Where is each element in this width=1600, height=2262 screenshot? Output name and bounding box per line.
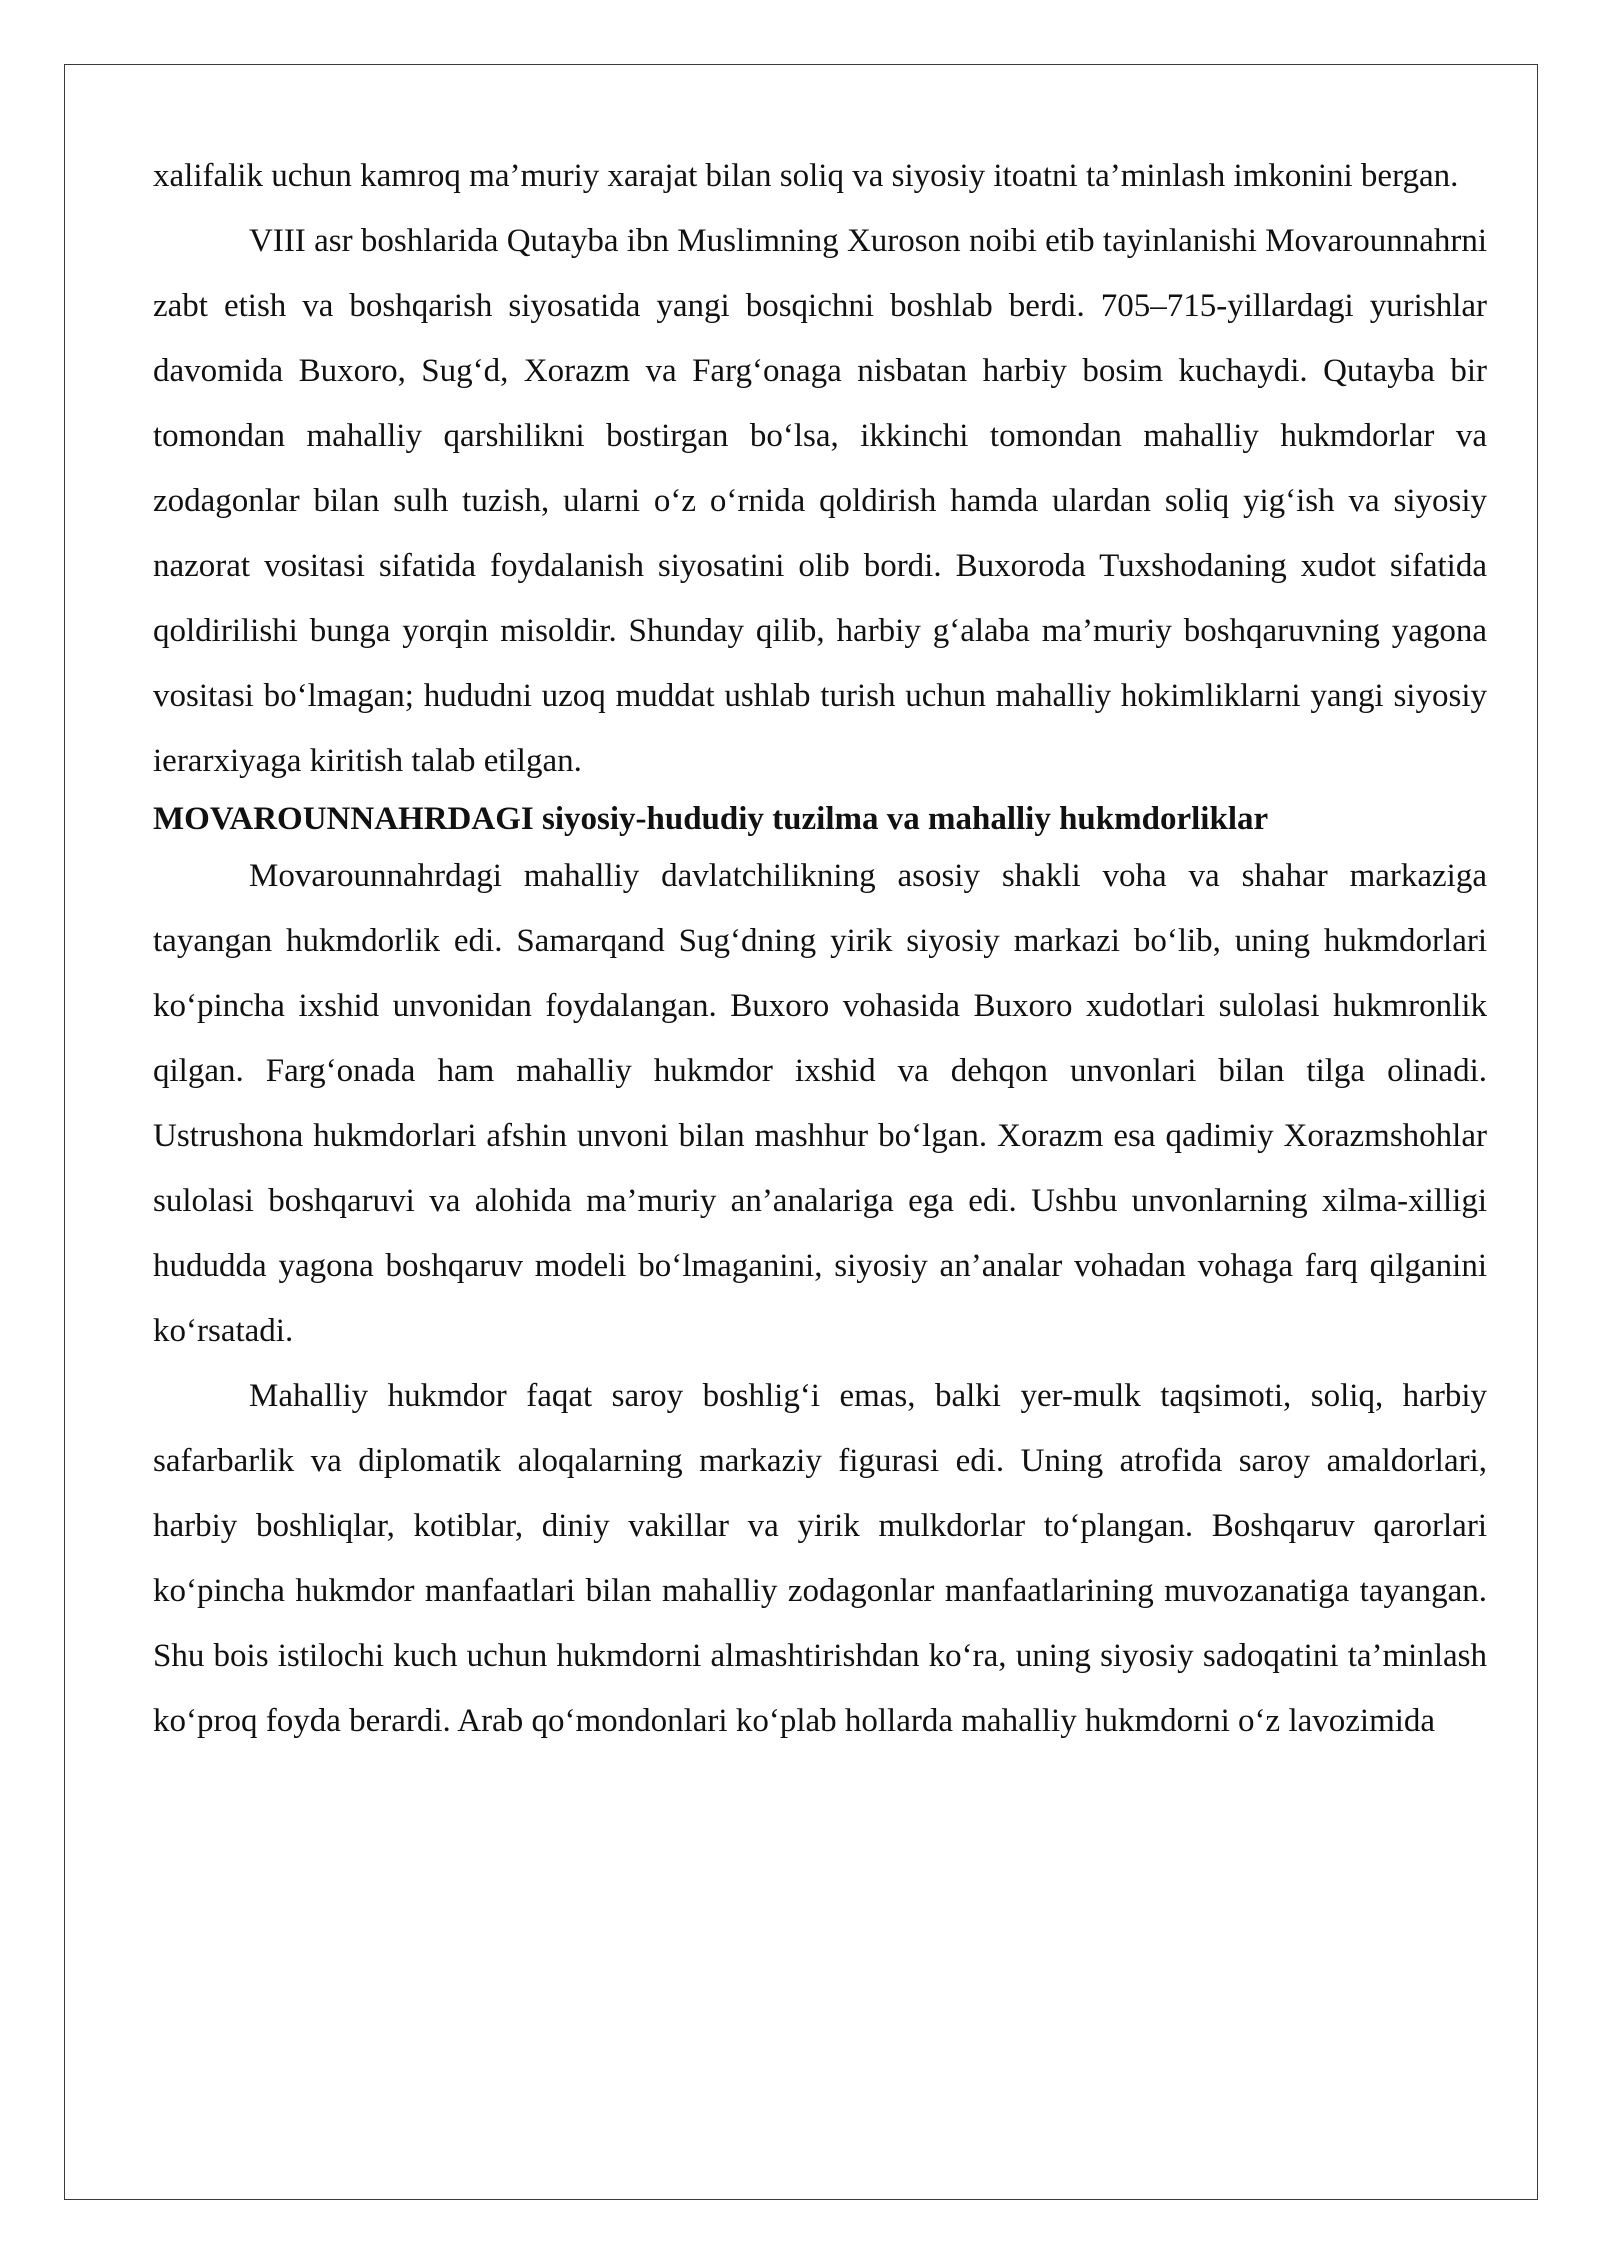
paragraph-local-rulers: Movarounnahrdagi mahalliy davlatchilikning asosiy shakli voha va shahar markaziga tayangan hukmdorlik edi. Samarqand Sug‘dning yirik siyosiy markazi bo‘lib, uning hukmdorlari ko‘pincha ixshid unvonidan foydalangan. Buxoro vohasida Buxoro xudotlari sulolasi hukmronlik qilgan. Farg‘onada ham mahalliy hukmdor ixshid va dehqon unvonlari bilan tilga olinadi. Ustrushona hukmdorlari afshin unvoni bilan mashhur bo‘lgan. Xorazm esa qadimiy Xorazmshohlar sulolasi boshqaruvi va alohida ma’muriy an’analariga ega edi. Ushbu unvonlarning xilma-xilligi hududda yagona boshqaruv modeli bo‘lmaganini, siyosiy an’analar vohadan vohaga farq qilganini ko‘rsatadi.: [153, 858, 1487, 1349]
paragraph-continuation: xalifalik uchun kamroq ma’muriy xarajat bilan soliq va siyosiy itoatni ta’minlash imkonini bergan.: [153, 158, 1459, 194]
paragraph-ruler-role: Mahalliy hukmdor faqat saroy boshlig‘i emas, balki yer-mulk taqsimoti, soliq, harbiy safarbarlik va diplomatik aloqalarning markaziy figurasi edi. Uning atrofida saroy amaldorlari, harbiy boshliqlar, kotiblar, diniy vakillar va yirik mulkdorlar to‘plangan. Boshqaruv qarorlari ko‘pincha hukmdor manfaatlari bilan mahalliy zodagonlar manfaatlarining muvozanatiga tayangan. Shu bois istilochi kuch uchun hukmdorni almashtirishdan ko‘ra, uning siyosiy sadoqatini ta’minlash ko‘proq foyda berardi. Arab qo‘mondonlari ko‘plab hollarda mahalliy hukmdorni o‘z lavozimida: [153, 1378, 1487, 1739]
paragraph-qutayba: VIII asr boshlarida Qutayba ibn Muslimning Xuroson noibi etib tayinlanishi Movarounnahrni zabt etish va boshqarish siyosatida yangi bosqichni boshlab berdi. 705–715-yillardagi yurishlar davomida Buxoro, Sug‘d, Xorazm va Farg‘onaga nisbatan harbiy bosim kuchaydi. Qutayba bir tomondan mahalliy qarshilikni bostirgan bo‘lsa, ikkinchi tomondan mahalliy hukmdorlar va zodagonlar bilan sulh tuzish, ularni o‘z o‘rnida qoldirish hamda ulardan soliq yig‘ish va siyosiy nazorat vositasi sifatida foydalanish siyosatini olib bordi. Buxoroda Tuxshodaning xudot sifatida qoldirilishi bunga yorqin misoldir. Shunday qilib, harbiy g‘alaba ma’muriy boshqaruvning yagona vositasi bo‘lmagan; hududni uzoq muddat ushlab turish uchun mahalliy hokimliklarni yangi siyosiy ierarxiyaga kiritish talab etilgan.: [153, 223, 1487, 779]
section-heading: MOVAROUNNAHRDAGI siyosiy-hududiy tuzilma va mahalliy hukmdorliklar: [153, 801, 1269, 837]
document-body: [153, 144, 1487, 1754]
